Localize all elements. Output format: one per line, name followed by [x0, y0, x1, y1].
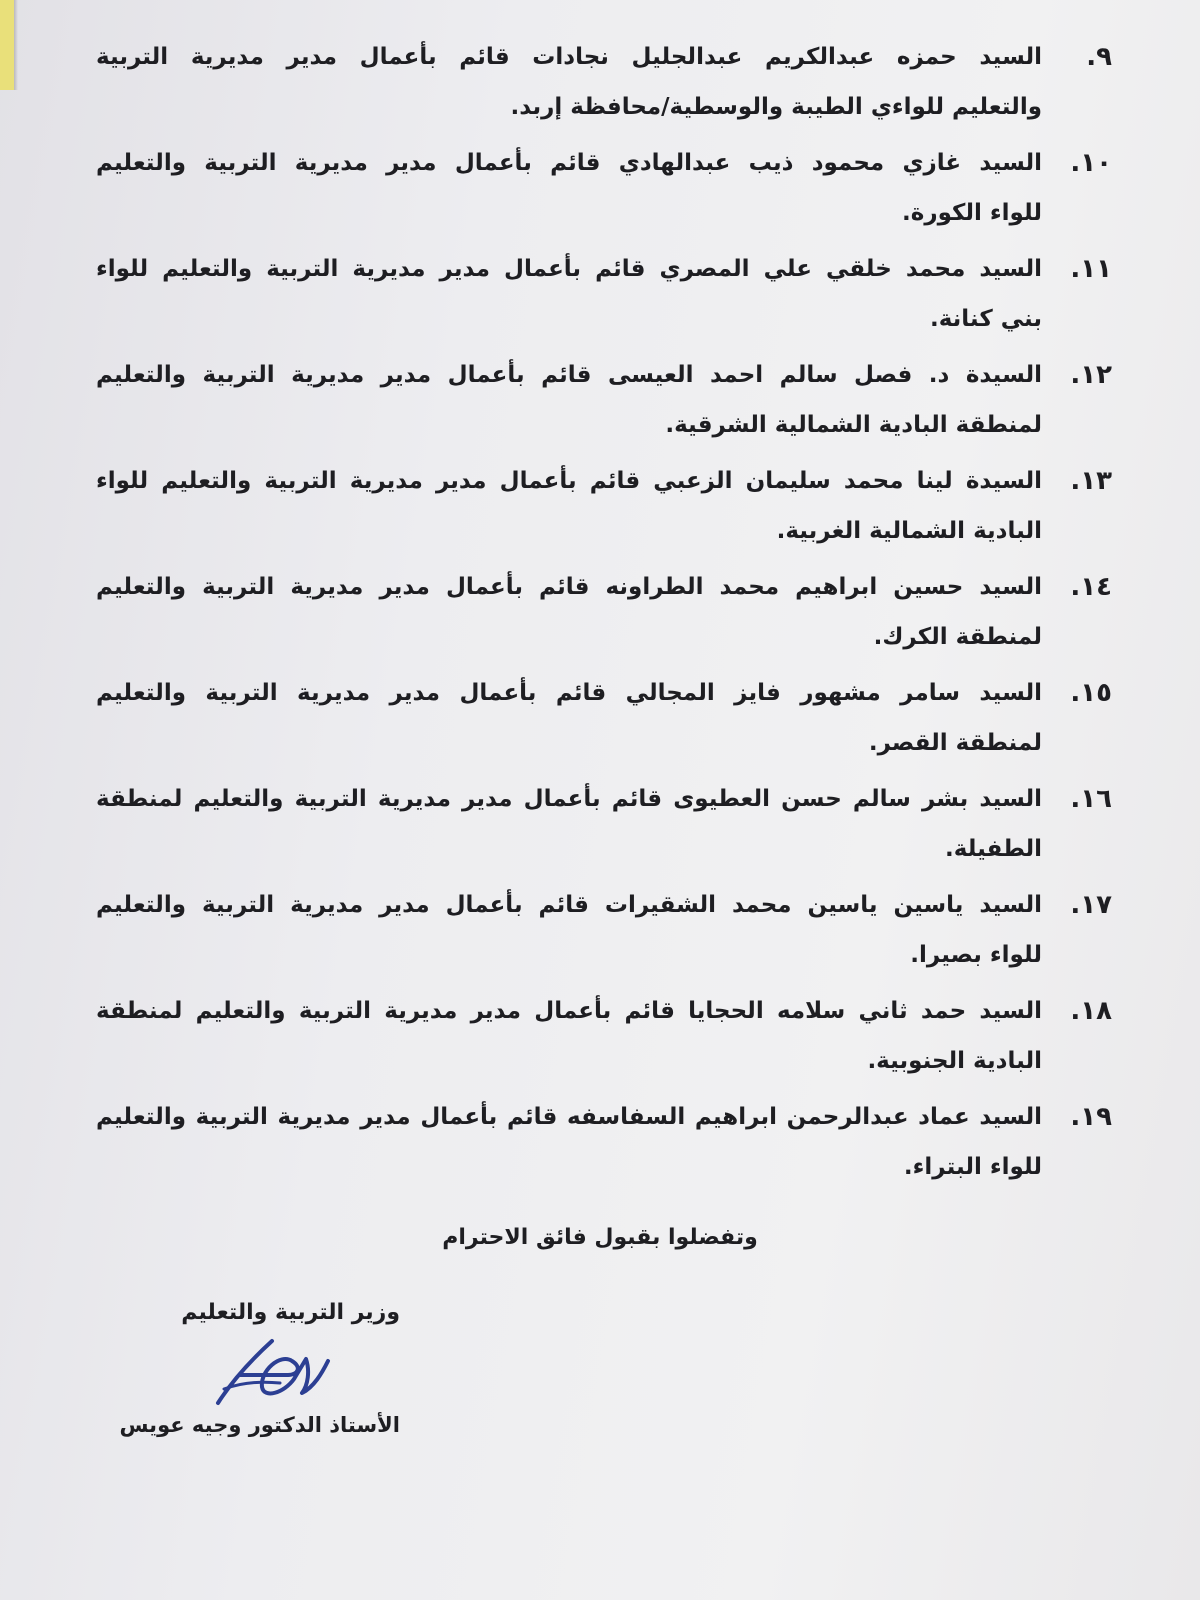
- item-text-line-2: لمنطقة الكرك.: [873, 624, 1042, 650]
- item-text-line-2: البادية الشمالية الغربية.: [776, 518, 1042, 544]
- list-item: [96, 32, 1116, 138]
- item-number: ١٩.: [1070, 1102, 1112, 1132]
- item-number: ١٢.: [1070, 360, 1112, 390]
- item-number: ١٨.: [1070, 996, 1112, 1026]
- handwritten-signature: [210, 1331, 340, 1413]
- item-number: ١٧.: [1070, 890, 1112, 920]
- item-text-line-1: السيد سامر مشهور فايز المجالي قائم بأعمال مدير مديرية التربية والتعليم: [96, 680, 1042, 706]
- item-text-line-2: الطفيلة.: [945, 836, 1042, 862]
- list-item: [96, 668, 1116, 774]
- item-text-line-1: السيد ياسين ياسين محمد الشقيرات قائم بأعمال مدير مديرية التربية والتعليم: [96, 892, 1042, 918]
- signature-block: [90, 1300, 400, 1437]
- item-text-line-1: السيد عماد عبدالرحمن ابراهيم السفاسفه قائم بأعمال مدير مديرية التربية والتعليم: [96, 1104, 1042, 1130]
- item-text-line-2: بني كنانة.: [929, 306, 1042, 332]
- closing-line: وتفضلوا بقبول فائق الاحترام: [442, 1225, 758, 1250]
- list-item: [96, 986, 1116, 1092]
- item-text-line-1: السيد حمد ثاني سلامه الحجايا قائم بأعمال مدير مديرية التربية والتعليم لمنطقة: [96, 998, 1042, 1024]
- item-text-line-2: البادية الجنوبية.: [867, 1048, 1042, 1074]
- item-number: ١٦.: [1070, 784, 1112, 814]
- list-item: [96, 244, 1116, 350]
- item-text-line-2: للواء البتراء.: [903, 1154, 1042, 1180]
- item-number: ٩.: [1086, 42, 1112, 72]
- list-item: [96, 880, 1116, 986]
- item-text-line-2: لمنطقة البادية الشمالية الشرقية.: [665, 412, 1042, 438]
- item-number: ١٣.: [1070, 466, 1112, 496]
- item-text-line-1: السيد غازي محمود ذيب عبدالهادي قائم بأعمال مدير مديرية التربية والتعليم: [96, 150, 1042, 176]
- item-number: ١٥.: [1070, 678, 1112, 708]
- item-text-line-1: السيد محمد خلقي علي المصري قائم بأعمال مدير مديرية التربية والتعليم للواء: [96, 256, 1042, 282]
- appointment-list: [96, 32, 1116, 1198]
- item-text-line-1: السيد حسين ابراهيم محمد الطراونه قائم بأعمال مدير مديرية التربية والتعليم: [96, 574, 1042, 600]
- list-item: [96, 456, 1116, 562]
- item-text-line-2: لمنطقة القصر.: [868, 730, 1042, 756]
- list-item: [96, 562, 1116, 668]
- list-item: [96, 138, 1116, 244]
- item-text-line-1: السيد بشر سالم حسن العطيوى قائم بأعمال مدير مديرية التربية والتعليم لمنطقة: [96, 786, 1042, 812]
- corner-shadow: [14, 0, 18, 90]
- item-text-line-2: والتعليم للواءي الطيبة والوسطية/محافظة إربد.: [510, 94, 1042, 120]
- minister-title: وزير التربية والتعليم: [181, 1300, 400, 1325]
- list-item: [96, 350, 1116, 456]
- item-text-line-2: للواء الكورة.: [902, 200, 1042, 226]
- item-text-line-2: للواء بصيرا.: [910, 942, 1042, 968]
- corner-sticky-note: [0, 0, 14, 90]
- item-number: ١٤.: [1070, 572, 1112, 602]
- item-number: ١١.: [1070, 254, 1112, 284]
- item-text-line-1: السيدة د. فصل سالم احمد العيسى قائم بأعمال مدير مديرية التربية والتعليم: [96, 362, 1042, 388]
- minister-name: الأستاذ الدكتور وجيه عويس: [119, 1413, 400, 1437]
- list-item: [96, 774, 1116, 880]
- item-number: ١٠.: [1070, 148, 1112, 178]
- item-text-line-1: السيدة لينا محمد سليمان الزعبي قائم بأعمال مدير مديرية التربية والتعليم للواء: [96, 468, 1042, 494]
- item-text-line-1: السيد حمزه عبدالكريم عبدالجليل نجادات قائم بأعمال مدير مديرية التربية: [96, 44, 1042, 70]
- list-item: [96, 1092, 1116, 1198]
